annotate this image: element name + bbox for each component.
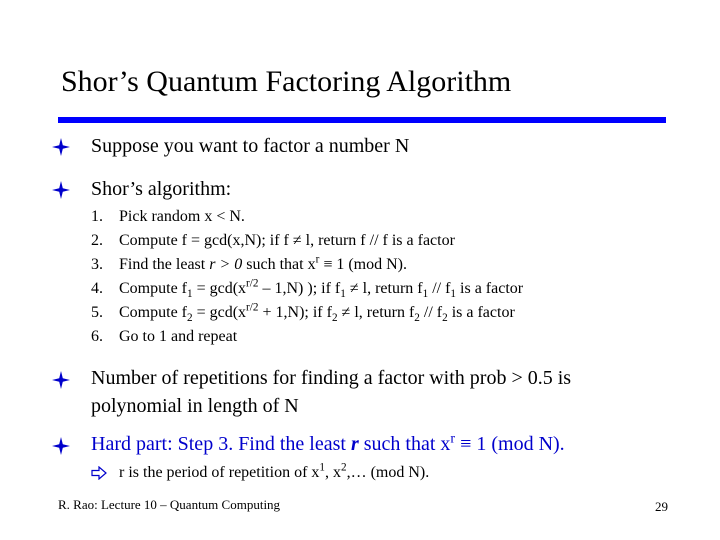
step-text-part: // f bbox=[428, 280, 451, 297]
sub-bullet-period bbox=[119, 462, 429, 484]
step-text bbox=[119, 277, 523, 301]
bullet-hard-part bbox=[91, 432, 565, 456]
step-number: 4. bbox=[91, 280, 103, 297]
hard-part-label: Hard part: Step 3. Find the least bbox=[91, 433, 351, 455]
hard-part-r: r bbox=[350, 433, 359, 455]
hollow-arrow-icon bbox=[91, 466, 107, 480]
step-text bbox=[119, 253, 407, 277]
step-text-italic: r > 0 bbox=[209, 256, 243, 273]
subscript: 1 bbox=[450, 288, 457, 301]
subscript: 2 bbox=[442, 312, 448, 325]
star-bullet-icon bbox=[52, 437, 70, 455]
subscript: 2 bbox=[414, 312, 420, 325]
superscript: 1 bbox=[319, 461, 325, 474]
superscript: 2 bbox=[340, 461, 347, 474]
step-text-part: // f bbox=[419, 304, 443, 321]
step-text-part: Compute f = gcd(x,N); if f ≠ l, return f // f is a factor bbox=[119, 232, 455, 249]
step-item bbox=[91, 205, 523, 229]
subscript: 1 bbox=[340, 288, 346, 301]
step-number: 5. bbox=[91, 304, 103, 321]
step-item bbox=[91, 301, 523, 325]
sub-bullet-text: ,… (mod N). bbox=[346, 464, 430, 481]
step-text-part: is a factor bbox=[456, 280, 524, 297]
bullet-suppose: Suppose you want to factor a number N bbox=[91, 135, 410, 157]
step-text bbox=[119, 229, 455, 253]
step-item bbox=[91, 325, 523, 349]
step-number: 3. bbox=[91, 256, 103, 273]
star-bullet-icon bbox=[52, 138, 70, 156]
algorithm-steps bbox=[91, 205, 523, 349]
step-text-part: ≠ l, return f bbox=[345, 280, 423, 297]
bullet-shors-algorithm: Shor’s algorithm: bbox=[91, 178, 232, 200]
hard-part-text: such that x bbox=[358, 433, 451, 455]
bullet-repetitions-line1: Number of repetitions for finding a factor with prob > 0.5 is bbox=[91, 367, 572, 389]
step-item bbox=[91, 277, 523, 301]
step-number: 1. bbox=[91, 208, 103, 225]
step-number: 6. bbox=[91, 328, 103, 345]
subscript: 2 bbox=[187, 312, 193, 325]
step-text bbox=[119, 205, 245, 229]
hard-part-text: ≡ 1 (mod N). bbox=[455, 433, 565, 455]
step-text bbox=[119, 325, 237, 349]
step-text-part: ≠ l, return f bbox=[337, 304, 415, 321]
subscript: 2 bbox=[331, 312, 338, 325]
step-item bbox=[91, 253, 523, 277]
step-text-part: Compute f bbox=[119, 304, 187, 321]
title-divider bbox=[58, 117, 666, 123]
step-text-part: + 1,N); if f bbox=[258, 304, 332, 321]
slide-title: Shor’s Quantum Factoring Algorithm bbox=[61, 65, 512, 98]
star-bullet-icon bbox=[52, 371, 70, 389]
step-text-part: ≡ 1 (mod N). bbox=[319, 256, 407, 273]
step-text-part: – 1,N) ); if f bbox=[258, 280, 341, 297]
star-bullet-icon bbox=[52, 181, 70, 199]
step-text-part: such that x bbox=[242, 256, 316, 273]
superscript: r bbox=[450, 431, 456, 447]
step-text-part: Pick random x < N. bbox=[119, 208, 245, 225]
subscript: 1 bbox=[422, 288, 429, 301]
page-number: 29 bbox=[655, 499, 668, 514]
step-item bbox=[91, 229, 523, 253]
sub-bullet-text: r is the period of repetition of x bbox=[119, 464, 320, 481]
step-text-part: is a factor bbox=[447, 304, 515, 321]
subscript: 1 bbox=[187, 288, 193, 301]
step-text-part: Compute f bbox=[119, 280, 187, 297]
footer-lecture: R. Rao: Lecture 10 – Quantum Computing bbox=[58, 497, 281, 512]
bullet-repetitions-line2: polynomial in length of N bbox=[91, 395, 299, 417]
superscript: r bbox=[315, 253, 320, 266]
sub-bullet-text: , x bbox=[324, 464, 341, 481]
step-text-part: Go to 1 and repeat bbox=[119, 328, 238, 345]
step-text-part: Find the least bbox=[119, 256, 210, 273]
step-text-part: = gcd(x bbox=[192, 280, 247, 297]
step-text bbox=[119, 301, 515, 325]
step-number: 2. bbox=[91, 232, 103, 249]
superscript: r/2 bbox=[246, 301, 259, 314]
superscript: r/2 bbox=[246, 277, 259, 290]
step-text-part: = gcd(x bbox=[192, 304, 247, 321]
